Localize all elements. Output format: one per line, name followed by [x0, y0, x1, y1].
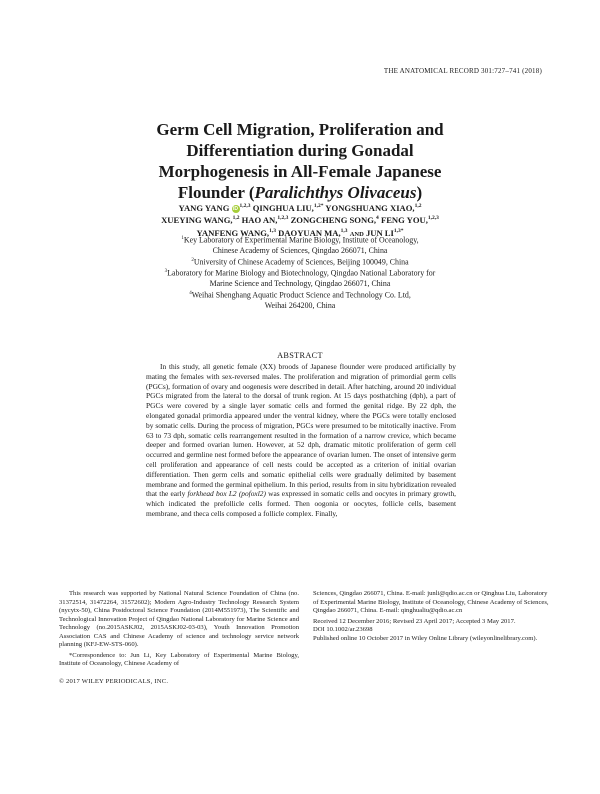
author-name: HAO AN, — [241, 215, 278, 226]
title-line-4 — [60, 182, 540, 203]
author-name: JUN LI — [365, 227, 394, 238]
author-name: XUEYING WANG, — [161, 215, 233, 226]
author-affil-sup: 1,2* — [313, 203, 324, 209]
title-line-3: Morphogenesis in All-Female Japanese — [158, 162, 442, 181]
author-name: DAOYUAN MA, — [278, 227, 341, 238]
author-line-1 — [60, 201, 540, 213]
copyright: © 2017 WILEY PERIODICALS, INC. — [59, 678, 169, 685]
received-dates: Received 12 December 2016; Revised 23 April 2017; Accepted 3 May 2017. — [313, 617, 516, 625]
author-name: QINGHUA LIU, — [252, 202, 314, 213]
abstract-heading: ABSTRACT — [277, 351, 323, 360]
author-affil-sup: 1,2,3 — [427, 215, 439, 222]
author-affil-sup: 1,2 — [232, 215, 240, 222]
correspondence-continued: Sciences, Qingdao 266071, China. E-mail: junli@qdio.ac.cn or Qinghua Liu, Laboratory of Experimental Marine Biology, Institute of Oceanology, Chinese Academy of Sciences, Qingdao 266071, China. E-mail: qinghualiu@qdio.ac.cn — [313, 590, 549, 614]
article-title — [60, 119, 540, 203]
gene-name: forkhead box L2 (pofoxl2) — [187, 489, 266, 499]
orcid-icon[interactable]: iD — [233, 205, 239, 212]
footnotes-right — [313, 590, 549, 643]
correspondence-footnote: *Correspondence to: Jun Li, Key Laboratory of Experimental Marine Biology, Institute of Oceanology, Chinese Academy of — [59, 651, 299, 667]
author-affil-sup: 4 — [376, 215, 379, 222]
published-online: Published online 10 October 2017 in Wiley Online Library (wileyonlinelibrary.com). — [313, 634, 538, 642]
and-word: AND — [349, 230, 364, 238]
author-name: FENG YOU, — [380, 215, 428, 226]
affiliation-1: $^1$Key Laboratory of Experimental Marine Biology, Institute of Oceanology, Chinese Academy of Sciences, Qingdao 266071, China — [181, 235, 419, 255]
author-affil-sup: 1,3 — [269, 227, 276, 234]
affiliation-3: $^3$Laboratory for Marine Biology and Biotechnology, Qingdao National Laboratory for Marine Science and Technology, Qingdao 266071, China — [164, 268, 436, 288]
doi[interactable]: DOI 10.1002/ar.23698 — [313, 626, 373, 633]
author-affil-sup: 1,3 — [340, 227, 348, 234]
author-affil-sup: 1,2 — [414, 203, 422, 209]
author-name: ZONGCHENG SONG, — [290, 215, 377, 226]
affiliation-4: $^4$Weihai Shenghang Aquatic Product Science and Technology Co. Ltd, Weihai 264200, China — [189, 290, 411, 310]
author-affil-sup: 1,2,3 — [277, 215, 289, 222]
affiliations — [110, 234, 490, 311]
footnotes-left — [59, 590, 299, 669]
author-name: YANG YANG — [178, 202, 230, 213]
title-line-2: Differentiation during Gonadal — [186, 141, 414, 160]
affiliation-2: $^2$University of Chinese Academy of Sciences, Beijing 100049, China — [191, 257, 409, 267]
author-line-2 — [60, 213, 540, 225]
abstract-body: In this study, all genetic female (XX) broods of Japanese flounder were produced artificially by mating the females with sex-reversed males. The proliferation and migration of primordial germ cells (PGCs), formation of ovary and oogenesis were described in detail. After hatching, around 20 individual PGCs migrated from the lateral to the dorsal of trunk region. At 15 days posthatching (dph), a part of PGCs were covered by a single layer somatic cells and formed the genital ridge. By 22 dph, the elongated gonadal primordia appeared under the ventral kidney, where the PGCs were totally enclosed by somatic cells. During the process of migration, PGCs were presumed to be mitotically inactive. From 63 to 73 dph, somatic cells rearrangement resulted in the formation of a narrow crevice, which became deeper and formed ovarian lumen. However, at 52 dph, dramatic mitotic proliferation of germ cell occurred and germline nest formed before the appearance of ovarian lumen. The onset of intensive germ cell proliferation and appearance of cell nests could be accepted as a criterion of initial ovarian differentiation. Then germ cells and somatic epithelial cells were gradually delimited by basement membrane and formed the germinal epithelium. In this period, results from in situ hybridization revealed that the early forkhead box L2 (pofoxl2) was expressed in somatic cells and oocytes in primary growth, which indicated the prefollicle cells formed. Then oogonia or oocytes, follicle cells, basement membrane, and theca cells composed a follicle complex. Finally, — [146, 362, 456, 518]
author-name: YONGSHUANG XIAO, — [325, 202, 415, 213]
author-name: YANFENG WANG, — [196, 227, 270, 238]
grant-footnote: This research was supported by National Natural Science Foundation of China (no. 31372514, 31472264, 31572602); Modern Agro-Industry Technology Research System (nycytx-50), China Postdoctoral Science Foundation (2014M551973), The Scientific and Technological Innovation Project of Qingdao National Laboratory for Marine Science and Technology (no.2015ASKJ02, 2015ASKJ02-03-03), Youth Innovation Promotion Association CAS and Chinese Academy of science and technology service network planning (KFJ-EW-STS-060). — [59, 590, 299, 648]
title-line-4-suffix: ) — [416, 183, 423, 202]
author-affil-sup: 1,2,3 — [239, 203, 251, 209]
author-affil-sup: 1,3* — [393, 227, 404, 234]
title-line-1: Germ Cell Migration, Proliferation and — [156, 120, 444, 139]
title-line-4-prefix: Flounder ( — [177, 183, 255, 202]
species-name: Paralichthys Olivaceus — [254, 183, 417, 202]
running-header: THE ANATOMICAL RECORD 301:727–741 (2018) — [383, 67, 542, 75]
